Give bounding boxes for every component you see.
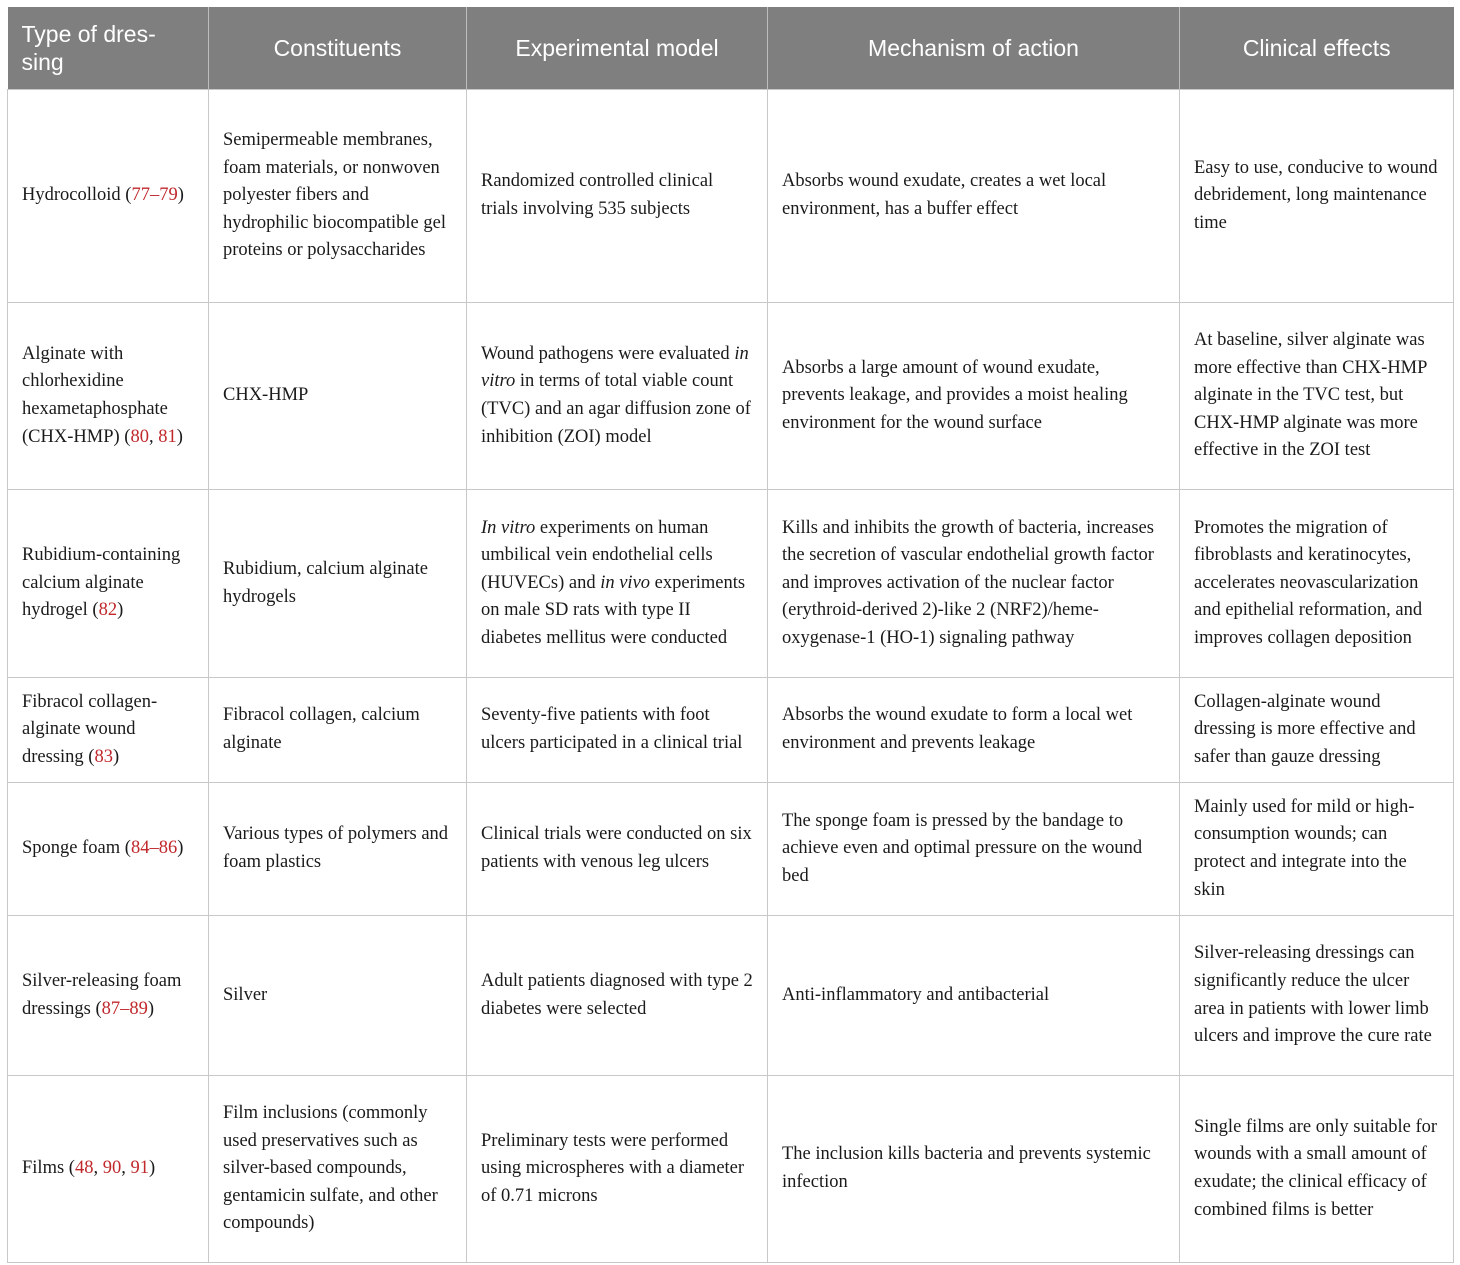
type-label: Sponge foam ( (22, 838, 131, 859)
cell-clinical-effects: Single films are only suitable for wounds with a small amount of exudate; the clinical efficacy of combined films is better (1180, 1076, 1454, 1263)
type-label: Rubidium-containing calcium alginate hydrogel ( (22, 545, 181, 621)
cell-clinical-effects: Easy to use, conducive to wound debridement, long maintenance time (1180, 90, 1454, 303)
cell-clinical-effects: Silver-releasing dressings can significantly reduce the ulcer area in patients with lower limb ulcers and improve the cure rate (1180, 916, 1454, 1076)
cell-constituents: Film inclusions (commonly used preservatives such as silver-based compounds, gentamicin sulfate, and other compounds) (209, 1076, 467, 1263)
model-text: experiments on human umbilical vein endothelial cells (HUVECs) and (481, 517, 713, 593)
cell-clinical-effects: At baseline, silver alginate was more effective than CHX-HMP alginate in the TVC test, but CHX-HMP alginate was more effective in the ZOI test (1180, 303, 1454, 490)
cell-clinical-effects: Mainly used for mild or high- consumption wounds; can protect and integrate into the skin (1180, 783, 1454, 916)
cell-experimental-model: Preliminary tests were performed using microspheres with a diameter of 0.71 microns (467, 1076, 768, 1263)
type-suffix: ) (177, 838, 184, 859)
cell-constituents: Various types of polymers and foam plastics (209, 783, 467, 916)
cell-experimental-model: Randomized controlled clinical trials involving 535 subjects (467, 90, 768, 303)
cell-type (8, 678, 209, 783)
type-label: Alginate with chlorhexidine hexametaphosphate (CHX-HMP) ( (22, 343, 168, 447)
table-row (8, 90, 1454, 303)
table-row (8, 916, 1454, 1076)
cell-type: Films (48, 90, 91) (8, 1076, 209, 1263)
cell-type (8, 783, 209, 916)
type-label: Silver-releasing foam dressings ( (22, 970, 182, 1019)
cell-mechanism: Absorbs the wound exudate to form a local wet environment and prevents leakage (768, 678, 1180, 783)
type-label: Films ( (22, 1158, 75, 1179)
cell-type (8, 490, 209, 678)
reference-link[interactable]: 77–79 (131, 185, 178, 206)
reference-link[interactable]: 80 (130, 426, 149, 447)
cell-clinical-effects: Promotes the migration of fibroblasts and keratinocytes, accelerates neovascularization and epithelial reformation, and improves collagen deposition (1180, 490, 1454, 678)
cell-mechanism: Anti-inflammatory and antibacterial (768, 916, 1180, 1076)
reference-link[interactable]: 83 (94, 746, 113, 767)
cell-mechanism: Absorbs wound exudate, creates a wet local environment, has a buffer effect (768, 90, 1180, 303)
cell-mechanism: The sponge foam is pressed by the bandage to achieve even and optimal pressure on the wound bed (768, 783, 1180, 916)
cell-mechanism: The inclusion kills bacteria and prevents systemic infection (768, 1076, 1180, 1263)
reference-link[interactable]: 91 (130, 1158, 149, 1179)
model-text: in terms of total viable count (TVC) and an agar diffusion zone of inhibition (ZOI) model (481, 371, 751, 447)
cell-experimental-model: Seventy-five patients with foot ulcers participated in a clinical trial (467, 678, 768, 783)
table-header-row (8, 7, 1454, 90)
type-suffix: ) (177, 185, 184, 206)
cell-constituents: Fibracol collagen, calcium alginate (209, 678, 467, 783)
type-suffix: ) (176, 426, 183, 447)
cell-type: Alginate with chlorhexidine hexametaphosphate (CHX-HMP) (80, 81) (8, 303, 209, 490)
model-italic: In vitro (481, 517, 536, 538)
dressing-comparison-table-wrapper (7, 7, 1453, 1263)
table-row (8, 303, 1454, 490)
cell-experimental-model (467, 490, 768, 678)
cell-constituents: Semipermeable membranes, foam materials, or nonwoven polyester fibers and hydrophilic biocompatible gel proteins or polysaccharides (209, 90, 467, 303)
reference-link[interactable]: 48 (74, 1158, 94, 1179)
cell-experimental-model: Adult patients diagnosed with type 2 diabetes were selected (467, 916, 768, 1076)
cell-experimental-model (467, 303, 768, 490)
header-type-of-dressing: Type of dres-sing (8, 7, 209, 90)
type-label: Hydrocolloid ( (22, 185, 132, 206)
cell-type (8, 916, 209, 1076)
table-row (8, 783, 1454, 916)
dressing-comparison-table (7, 7, 1454, 1263)
table-row (8, 678, 1454, 783)
cell-mechanism: Kills and inhibits the growth of bacteria, increases the secretion of vascular endothelial growth factor and improves activation of the nuclear factor (erythroid-derived 2)-like 2 (NRF2)/heme-oxygenase-1 (HO-1) signaling pathway (768, 490, 1180, 678)
table-row (8, 490, 1454, 678)
model-italic: in vivo (600, 572, 651, 593)
model-text: Wound pathogens were evaluated (481, 343, 735, 364)
cell-experimental-model: Clinical trials were conducted on six patients with venous leg ulcers (467, 783, 768, 916)
reference-link[interactable]: 82 (98, 600, 118, 621)
type-suffix: ) (112, 746, 120, 767)
model-text: experiments on male SD rats with type II diabetes mellitus were conducted (481, 572, 746, 648)
header-clinical-effects: Clinical effects (1180, 7, 1454, 90)
cell-mechanism: Absorbs a large amount of wound exudate, prevents leakage, and provides a moist healing environment for the wound surface (768, 303, 1180, 490)
type-label: Fibracol collagen-alginate wound dressing ( (22, 691, 158, 767)
cell-clinical-effects: Collagen-alginate wound dressing is more effective and safer than gauze dressing (1180, 678, 1454, 783)
type-suffix: ) (117, 600, 124, 621)
cell-constituents: Rubidium, calcium alginate hydrogels (209, 490, 467, 678)
reference-link[interactable]: 90 (102, 1158, 122, 1179)
cell-constituents: CHX-HMP (209, 303, 467, 490)
reference-link[interactable]: 81 (158, 426, 177, 447)
type-suffix: ) (147, 998, 155, 1019)
type-suffix: ) (148, 1158, 156, 1179)
header-constituents: Constituents (209, 7, 467, 90)
cell-type (8, 90, 209, 303)
table-row (8, 1076, 1454, 1263)
header-experimental-model: Experimental model (467, 7, 768, 90)
header-mechanism-of-action: Mechanism of action (768, 7, 1180, 90)
reference-link[interactable]: 84–86 (130, 838, 178, 859)
reference-link[interactable]: 87–89 (101, 998, 148, 1019)
model-italic: in vitro (481, 343, 749, 392)
cell-constituents: Silver (209, 916, 467, 1076)
